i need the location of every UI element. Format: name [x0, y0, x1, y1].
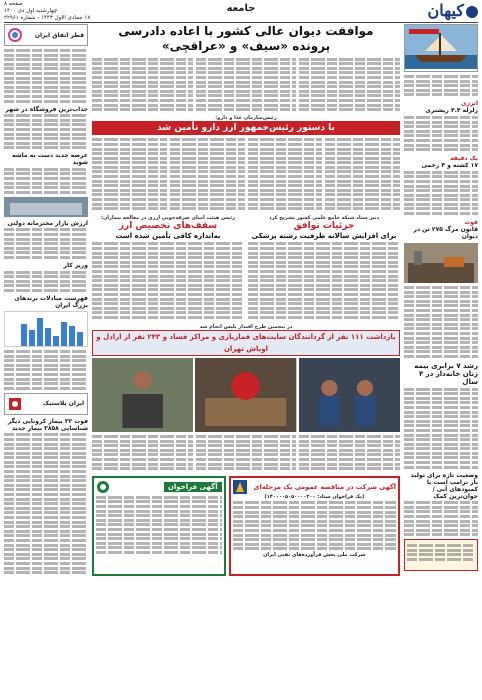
police-photo-3: [92, 358, 193, 432]
recall-ad-header: [96, 480, 222, 494]
left-text-4: [4, 228, 88, 259]
left-text-7: [4, 433, 88, 574]
masthead: [4, 0, 478, 23]
twin-stories: [92, 215, 400, 321]
issue-meta: [4, 1, 90, 22]
section-title: جامعه: [226, 3, 256, 14]
left-headline-5: فهرست مبادلات برندهای بزرگ ایران: [14, 294, 88, 309]
main-headline-line-1: موافقت دیوان عالی کشور با اعاده دادرسی: [118, 24, 374, 38]
police-photo-2: [195, 358, 296, 432]
left-column: [4, 24, 88, 698]
police-photos: [92, 358, 400, 432]
right-bottom-headline-2: وضعیت تازه برای تولید بار ترامپ است با کمبودهای آبی / جوان‌ترین کمک: [410, 471, 478, 500]
left-text-6: [4, 350, 88, 390]
tender-ad-title: آگهی شرکت در مناقصه عمومی یک مرحله‌ای: [253, 482, 396, 491]
left-text-3: [4, 168, 88, 194]
story3-headline-2: برای افزایش سالانه ظرفیت رشته پزشکی: [251, 231, 397, 240]
right-tag-1: انرژی: [461, 100, 478, 108]
issue-number: ۱۷ جمادی الاول ۱۴۴۳ - شماره ۲۲۹۶۱: [4, 15, 91, 21]
story3-kicker: دبیر ستاد شبکه جامع علمی کشور تشریح کرد: [268, 214, 380, 221]
oil-company-logo-icon: [233, 480, 247, 494]
right-text-1: [404, 75, 478, 96]
story2-headline-1: سقف‌های تخصیص ارز: [118, 220, 218, 231]
ship-photo: [404, 24, 478, 72]
left-text-5: [4, 271, 88, 292]
police-image-icon: [299, 358, 400, 432]
story2-headline-2: به‌اندازه کافی تأمین شده است: [115, 231, 221, 240]
story2: [92, 215, 244, 321]
banner-text-col: [299, 434, 400, 472]
left-text-1: [4, 49, 88, 103]
ship-image-icon: [405, 25, 477, 69]
story1-text-col: [248, 137, 323, 212]
left-headline-6: فوت ۳۲ بیمار کرونایی دیگر شناسایی ۳۸۵۸ بیمار جدید: [7, 417, 88, 432]
left-headline-4: وزیر کار: [63, 262, 88, 269]
brand-logo-icon: [8, 397, 22, 411]
story3-text: [248, 242, 400, 319]
left-brand-box: [4, 24, 88, 46]
recall-ad-title: آگهی فراخوان: [164, 482, 222, 492]
left-brand-text: قطر اتفاق ایران: [34, 31, 84, 39]
left-brand-box-2: [4, 393, 88, 415]
main-headline-line-2: پرونده «سیف» و «عراقچی»: [161, 39, 331, 53]
banner-headline: بازداشت ۱۱۱ نفر از گردانندگان سایت‌های قماربازی و مراکز فساد و ۲۴۳ نفر از اراذل و اوباش تهران: [92, 330, 400, 356]
right-column: [404, 24, 478, 698]
story3: [248, 215, 400, 321]
bar-graphic-item: [53, 336, 59, 346]
banner-body: [92, 434, 400, 472]
bar-graphic-item: [45, 328, 51, 346]
tender-ad-subtitle: (یک فراخوان ستاد: ۱۴۰۰۰۰۵۰۵۰۰۰۰۲۰۰): [264, 493, 365, 500]
story1-text-col: [170, 137, 245, 212]
banner-text-col: [196, 434, 297, 472]
municipality-logo-icon: [96, 480, 110, 494]
story1-body: [92, 137, 400, 212]
story3-headline-1: جزئیات توافق: [293, 220, 355, 231]
recall-ad[interactable]: [92, 476, 226, 576]
warehouse-image-icon: [4, 197, 88, 217]
ads-row: [92, 476, 400, 576]
right-tag-3-body: قانون مرگ ۲۷۵ تن در دیوان: [413, 226, 478, 241]
story1-text-col: [325, 137, 400, 212]
tender-ad[interactable]: [229, 476, 400, 576]
bar-graphic-item: [37, 318, 43, 346]
issue-date: چهارشنبه اول دی ۱۴۰۰: [4, 8, 58, 14]
page-number: صفحه ۸: [4, 1, 23, 7]
police-photo-1: [299, 358, 400, 432]
podium-image-icon: [92, 358, 193, 432]
left-bar-graphic: [4, 311, 88, 347]
factory-image-icon: [404, 243, 478, 283]
evidence-image-icon: [195, 358, 296, 432]
left-brand-2-text: ایران پلاستیک: [42, 400, 84, 408]
right-notice-text: [405, 540, 477, 564]
right-text-2: [404, 116, 478, 151]
story1-kicker: رئیس‌سازمان غذا و دارو:: [215, 114, 277, 121]
left-headline-3: ارزش بازار محترمانه دولتی: [7, 219, 88, 227]
main-text-col: [299, 56, 400, 113]
banner-text-col: [92, 434, 193, 472]
tender-ad-footer: شرکت ملی پخش فرآورده‌های نفتی ایران: [263, 551, 366, 558]
left-headline-2: عرضه جدید دست به ماشه شوید: [12, 152, 88, 167]
story2-kicker: رئیس هیئت امنای صرفه‌جویی ارزی در معالجه بیماران:: [101, 214, 235, 221]
tender-ad-text: [233, 501, 396, 550]
story1-red-headline: با دستور رئیس‌جمهور ارز دارو تأمین شد: [92, 121, 400, 135]
right-tag-1-body: زلزله ۴.۴ ریشتری: [425, 107, 478, 115]
left-text-2: [4, 114, 88, 149]
recall-ad-text: [96, 496, 222, 554]
brand-ring-icon: [8, 28, 22, 42]
main-text-block: [92, 56, 400, 113]
right-text-6: [404, 501, 478, 536]
logo-text: کیهان: [427, 1, 464, 20]
bar-graphic-item: [29, 330, 35, 346]
factory-photo: [404, 243, 478, 283]
left-headline-1: جذاب‌ترین فروشگاه در شهر: [5, 105, 88, 113]
right-notice-box: [404, 539, 478, 571]
right-bottom-headline: رشد ۷ برابری بیمه زنان خانه‌دار در ۴ سال: [414, 361, 478, 386]
bar-graphic-item: [77, 332, 83, 346]
right-text-4: [404, 286, 478, 358]
right-tag-2-body: ۱۷ کشته و ۴ زخمی: [421, 162, 478, 170]
bar-graphic-item: [69, 326, 75, 346]
story2-text: [92, 242, 244, 319]
bar-graphic-item: [61, 322, 67, 346]
main-text-col: [92, 56, 193, 113]
left-photo: [4, 197, 88, 217]
right-tag-3: فوت: [464, 219, 478, 227]
center-column: [92, 24, 400, 698]
right-text-5: [404, 388, 478, 469]
banner-kicker: در پنجمین طرح اقتدار پلیس انجام شد: [199, 323, 293, 330]
right-text-3: [404, 171, 478, 215]
main-text-col: [196, 56, 297, 113]
right-tag-2: یک دقیقه: [450, 155, 478, 163]
story1-text-col: [92, 137, 167, 212]
tender-ad-header: [233, 480, 396, 494]
bar-graphic-item: [21, 324, 27, 346]
